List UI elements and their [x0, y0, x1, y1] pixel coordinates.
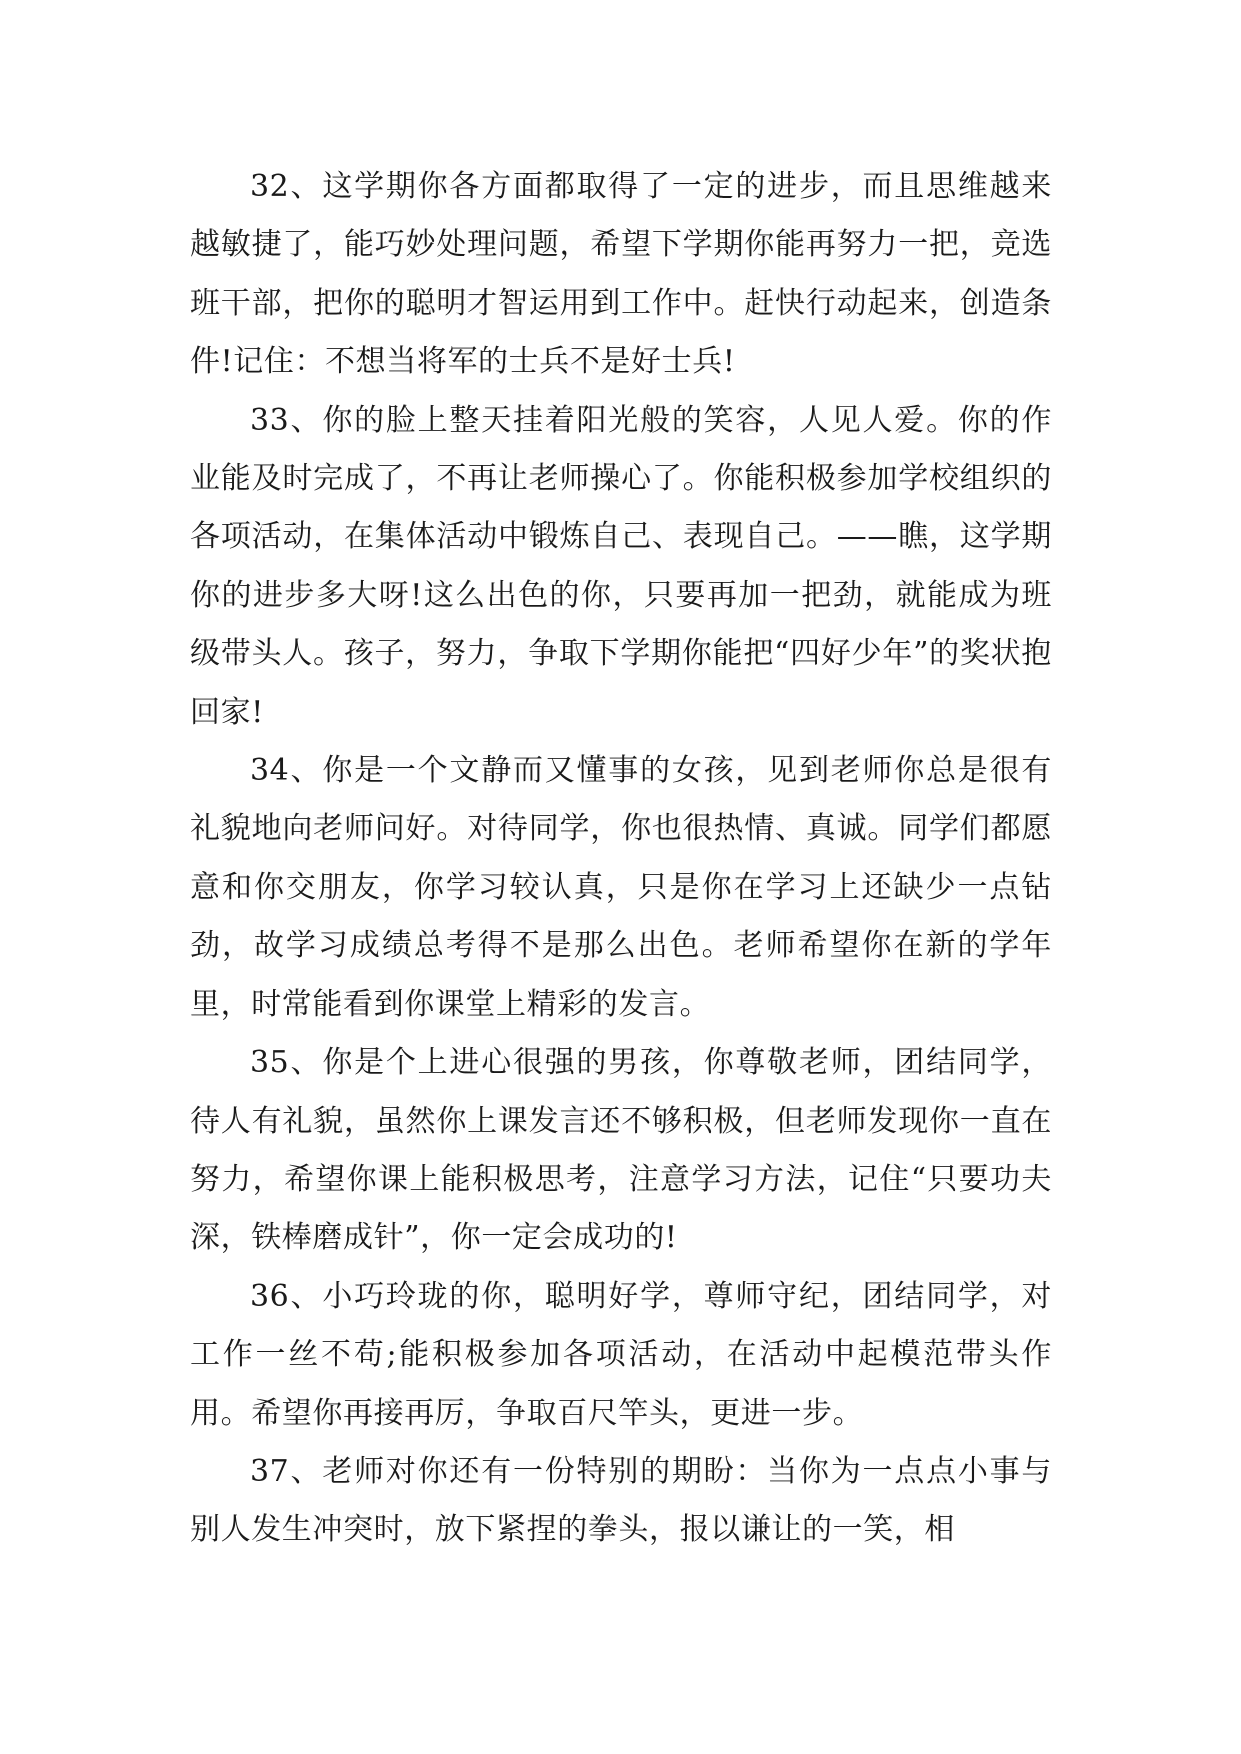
- paragraph-37: 37、老师对你还有一份特别的期盼：当你为一点点小事与别人发生冲突时，放下紧捏的拳头，报以谦让的一笑，相: [190, 1453, 1052, 1548]
- paragraph-35: 35、你是个上进心很强的男孩，你尊敬老师，团结同学，待人有礼貌，虽然你上课发言还不够积极，但老师发现你一直在努力，希望你课上能积极思考，注意学习方法，记住“只要功夫深，铁棒磨成针”，你一定会成功的!: [190, 1045, 1052, 1256]
- paragraph-32: 32、这学期你各方面都取得了一定的进步，而且思维越来越敏捷了，能巧妙处理问题，希望下学期你能再努力一把，竞选班干部，把你的聪明才智运用到工作中。赶快行动起来，创造条件!记住：不想当将军的士兵不是好士兵!: [190, 169, 1052, 380]
- document-body: [190, 158, 1052, 1560]
- paragraph-34: 34、你是一个文静而又懂事的女孩，见到老师你总是很有礼貌地向老师问好。对待同学，你也很热情、真诚。同学们都愿意和你交朋友，你学习较认真，只是你在学习上还缺少一点钻劲，故学习成绩总考得不是那么出色。老师希望你在新的学年里，时常能看到你课堂上精彩的发言。: [190, 753, 1052, 1022]
- paragraph-36: 36、小巧玲珑的你，聪明好学，尊师守纪，团结同学，对工作一丝不苟;能积极参加各项活动，在活动中起模范带头作用。希望你再接再厉，争取百尺竿头，更进一步。: [190, 1278, 1052, 1431]
- paragraph-33: 33、你的脸上整天挂着阳光般的笑容，人见人爱。你的作业能及时完成了，不再让老师操心了。你能积极参加学校组织的各项活动，在集体活动中锻炼自己、表现自己。——瞧，这学期你的进步多大呀!这么出色的你，只要再加一把劲，就能成为班级带头人。孩子，努力，争取下学期你能把“四好少年”的奖状抱回家!: [190, 402, 1052, 730]
